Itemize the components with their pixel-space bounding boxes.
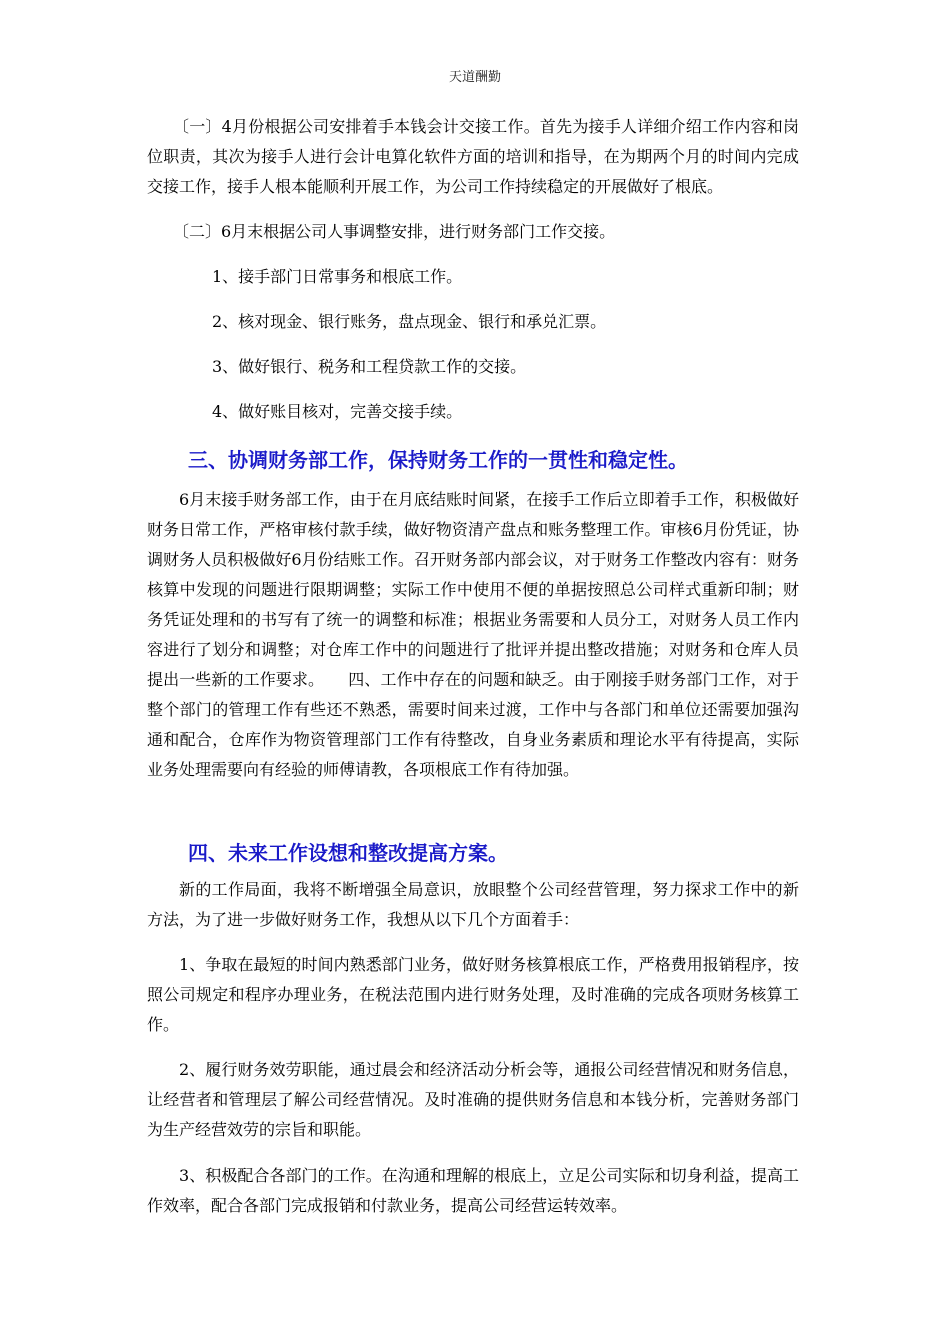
paragraph-plan-2: 2、履行财务效劳职能，通过晨会和经济活动分析会等，通报公司经营情况和财务信息，让经营者和管理层了解公司经营情况。及时准确的提供财务信息和本钱分析，完善财务部门为生产经营效劳的宗旨和职能。 (147, 1060, 799, 1139)
paragraph-handover-1: 〔一〕4月份根据公司安排着手本钱会计交接工作。首先为接手人详细介绍工作内容和岗位职责，其次为接手人进行会计电算化软件方面的培训和指导，在为期两个月的时间内完成交接工作，接手人根本能顺利开展工作，为公司工作持续稳定的开展做好了根底。 (147, 117, 799, 196)
paragraph-handover-2: 〔二〕6月末根据公司人事调整安排，进行财务部门工作交接。 (173, 222, 616, 241)
paragraph-section-3: 6月末接手财务部工作，由于在月底结账时间紧，在接手工作后立即着手工作，积极做好财务日常工作，严格审核付款手续，做好物资清产盘点和账务整理工作。审核6月份凭证，协调财务人员积极做好6月份结账工作。召开财务部内部会议，对于财务工作整改内容有：财务核算中发现的问题进行限期调整；实际工作中使用不便的单据按照总公司样式重新印制；财务凭证处理和的书写有了统一的调整和标准；根据业务需要和人员分工，对财务人员工作内容进行了划分和调整；对仓库工作中的问题进行了批评并提出整改措施；对财务和仓库人员提出一些新的工作要求。 四、工作中存在的问题和缺乏。由于刚接手财务部门工作，对于整个部门的管理工作有些还不熟悉，需要时间来过渡，工作中与各部门和单位还需要加强沟通和配合，仓库作为物资管理部门工作有待整改，自身业务素质和理论水平有待提高，实际业务处理需要向有经验的师傅请教，各项根底工作有待加强。 (147, 490, 799, 779)
page-header: 天道酬勤 (448, 70, 501, 85)
paragraph-plan-3: 3、积极配合各部门的工作。在沟通和理解的根底上，立足公司实际和切身利益，提高工作效率，配合各部门完成报销和付款业务，提高公司经营运转效率。 (147, 1166, 799, 1215)
list-item-3: 3、做好银行、税务和工程贷款工作的交接。 (212, 357, 527, 376)
section-heading-4: 四、未来工作设想和整改提高方案。 (188, 841, 508, 865)
paragraph-section-4-intro: 新的工作局面，我将不断增强全局意识，放眼整个公司经营管理，努力探求工作中的新方法，为了进一步做好财务工作，我想从以下几个方面着手： (147, 880, 799, 929)
list-item-2: 2、核对现金、银行账务，盘点现金、银行和承兑汇票。 (212, 312, 607, 331)
list-item-4: 4、做好账目核对，完善交接手续。 (212, 402, 463, 421)
paragraph-plan-1: 1、争取在最短的时间内熟悉部门业务，做好财务核算根底工作，严格费用报销程序，按照公司规定和程序办理业务，在税法范围内进行财务处理，及时准确的完成各项财务核算工作。 (147, 955, 799, 1034)
list-item-1: 1、接手部门日常事务和根底工作。 (212, 267, 463, 286)
section-heading-3: 三、协调财务部工作，保持财务工作的一贯性和稳定性。 (188, 448, 688, 472)
